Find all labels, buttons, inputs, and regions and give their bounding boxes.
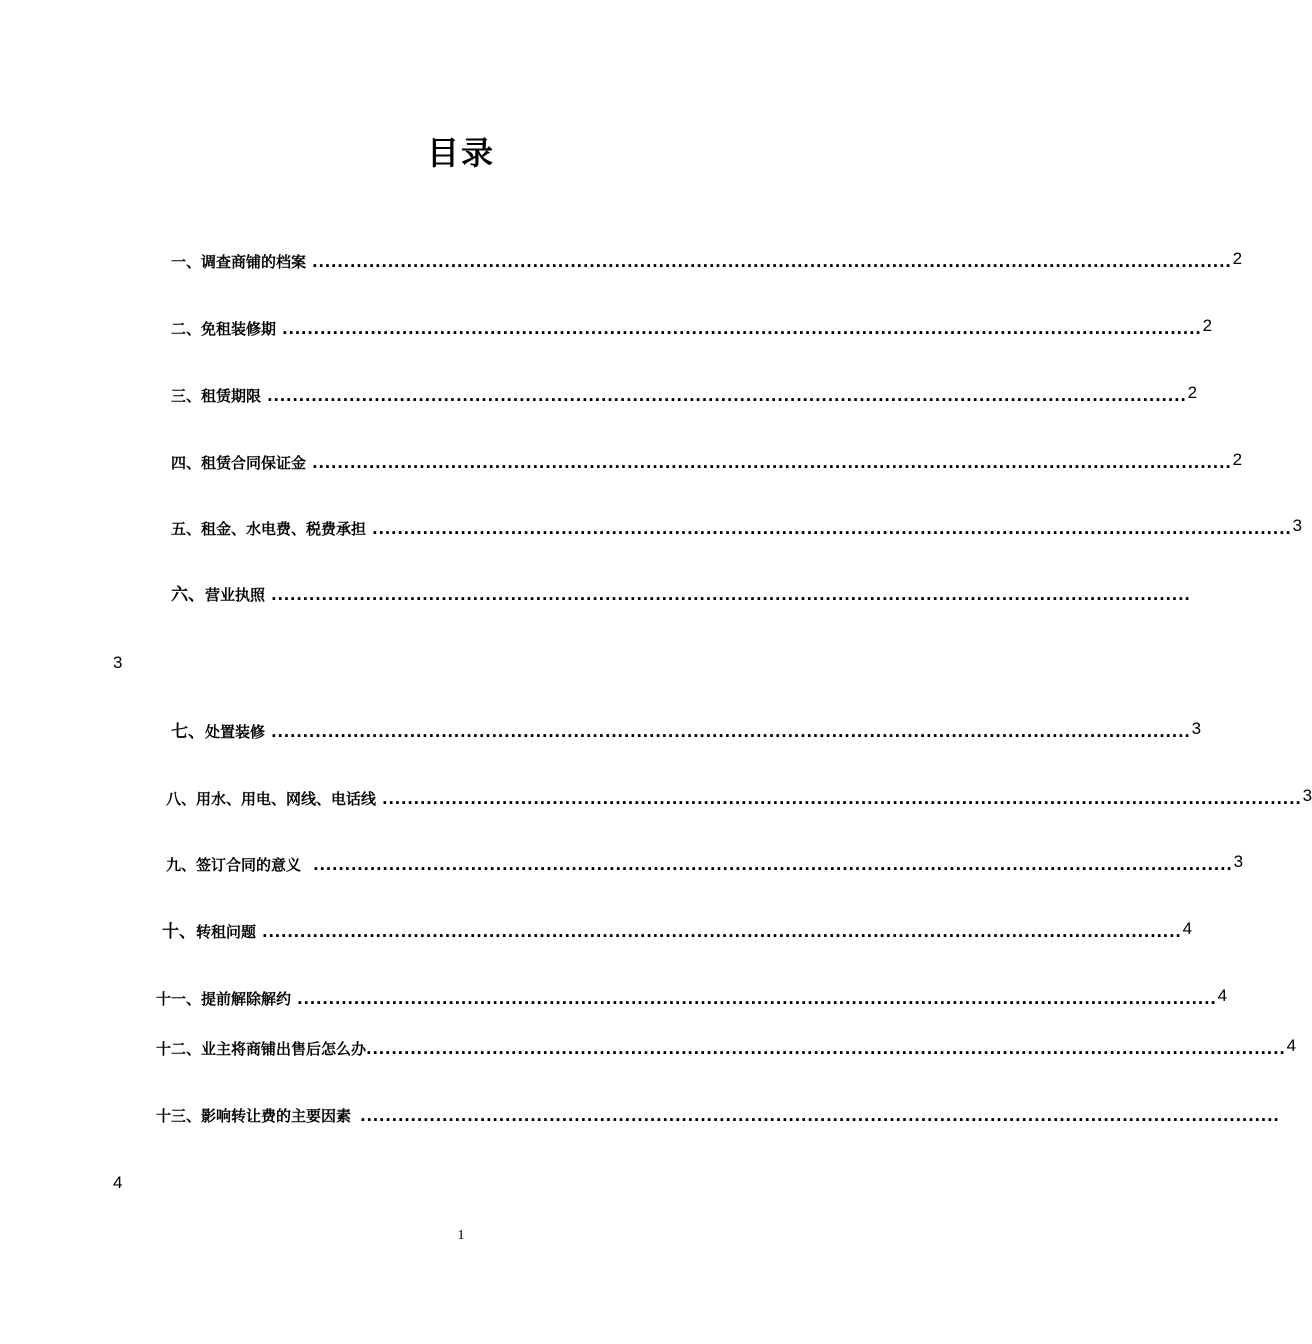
toc-entry-3[interactable] bbox=[171, 380, 1198, 406]
toc-entry-label: 三、租赁期限 bbox=[171, 387, 262, 405]
toc-page-number: 3 bbox=[113, 653, 123, 672]
toc-leader-dots: .................................................................................................................................................. bbox=[271, 723, 1191, 741]
toc-entry-label: 六、营业执照 bbox=[171, 585, 266, 605]
toc-leader-dots: .................................................................................................................................................. bbox=[312, 454, 1232, 472]
toc-leader-dots: .................................................................................................................................................. bbox=[267, 387, 1187, 405]
toc-entry-label: 八、用水、用电、网线、电话线 bbox=[166, 790, 377, 808]
toc-leader-dots: .................................................................................................................................................. bbox=[312, 253, 1232, 271]
toc-entry-9[interactable] bbox=[166, 849, 1244, 875]
toc-entry-2[interactable] bbox=[171, 313, 1213, 339]
toc-entry-12[interactable] bbox=[156, 1033, 1297, 1059]
footer-page-number: 1 bbox=[457, 1228, 465, 1243]
toc-page-number: 3 bbox=[1292, 516, 1303, 535]
toc-leader-dots: .................................................................................................................................................. bbox=[313, 856, 1233, 874]
toc-page-number: 2 bbox=[1232, 249, 1243, 268]
toc-page-number: 3 bbox=[1302, 786, 1312, 805]
page-title: 目录 bbox=[426, 134, 495, 172]
toc-entry-label: 九、签订合同的意义 bbox=[166, 856, 302, 874]
toc-page-number: 2 bbox=[1232, 450, 1243, 469]
toc-leader-dots: .................................................................................................................................................. bbox=[360, 1107, 1280, 1125]
toc-entry-label: 四、租赁合同保证金 bbox=[171, 454, 307, 472]
toc-page-number: 2 bbox=[1202, 316, 1213, 335]
toc-entry-6[interactable] bbox=[171, 579, 1191, 605]
toc-entry-11[interactable] bbox=[156, 983, 1228, 1009]
toc-entry-label: 二、免租装修期 bbox=[171, 320, 277, 338]
toc-entry-7[interactable] bbox=[171, 716, 1202, 742]
toc-page-number: 2 bbox=[1187, 383, 1198, 402]
toc-entry-4[interactable] bbox=[171, 447, 1243, 473]
toc-entry-label: 十二、业主将商铺出售后怎么办 bbox=[156, 1040, 367, 1058]
toc-entry-10[interactable] bbox=[162, 916, 1193, 942]
toc-entry-label: 五、租金、水电费、税费承担 bbox=[171, 520, 367, 538]
toc-entry-13[interactable] bbox=[156, 1100, 1280, 1126]
toc-leader-dots: .................................................................................................................................................. bbox=[282, 320, 1202, 338]
toc-page-number: 3 bbox=[1233, 852, 1244, 871]
toc-page-number: 4 bbox=[1286, 1036, 1297, 1055]
toc-page-number: 4 bbox=[1182, 919, 1193, 938]
toc-page-number: 3 bbox=[1191, 719, 1202, 738]
toc-entry-label: 十一、提前解除解约 bbox=[156, 990, 292, 1008]
toc-entry-label: 七、处置装修 bbox=[171, 722, 266, 742]
toc-entry-label: 十、转租问题 bbox=[162, 922, 257, 942]
toc-entry-1[interactable] bbox=[171, 246, 1243, 272]
toc-page-number: 4 bbox=[1217, 986, 1228, 1005]
toc-entry-label: 一、调查商铺的档案 bbox=[171, 253, 307, 271]
toc-leader-dots: .................................................................................................................................................. bbox=[382, 790, 1302, 808]
toc-leader-dots: .................................................................................................................................................. bbox=[271, 586, 1191, 604]
toc-leader-dots: .................................................................................................................................................. bbox=[372, 520, 1292, 538]
toc-entry-8[interactable] bbox=[166, 783, 1312, 809]
toc-leader-dots: .................................................................................................................................................. bbox=[262, 923, 1182, 941]
toc-leader-dots: .................................................................................................................................................. bbox=[297, 990, 1217, 1008]
toc-entry-label: 十三、影响转让费的主要因素 bbox=[156, 1107, 352, 1125]
toc-leader-dots: .................................................................................................................................................. bbox=[366, 1040, 1286, 1058]
toc-entry-5[interactable] bbox=[171, 513, 1303, 539]
toc-page-number: 4 bbox=[113, 1173, 123, 1192]
